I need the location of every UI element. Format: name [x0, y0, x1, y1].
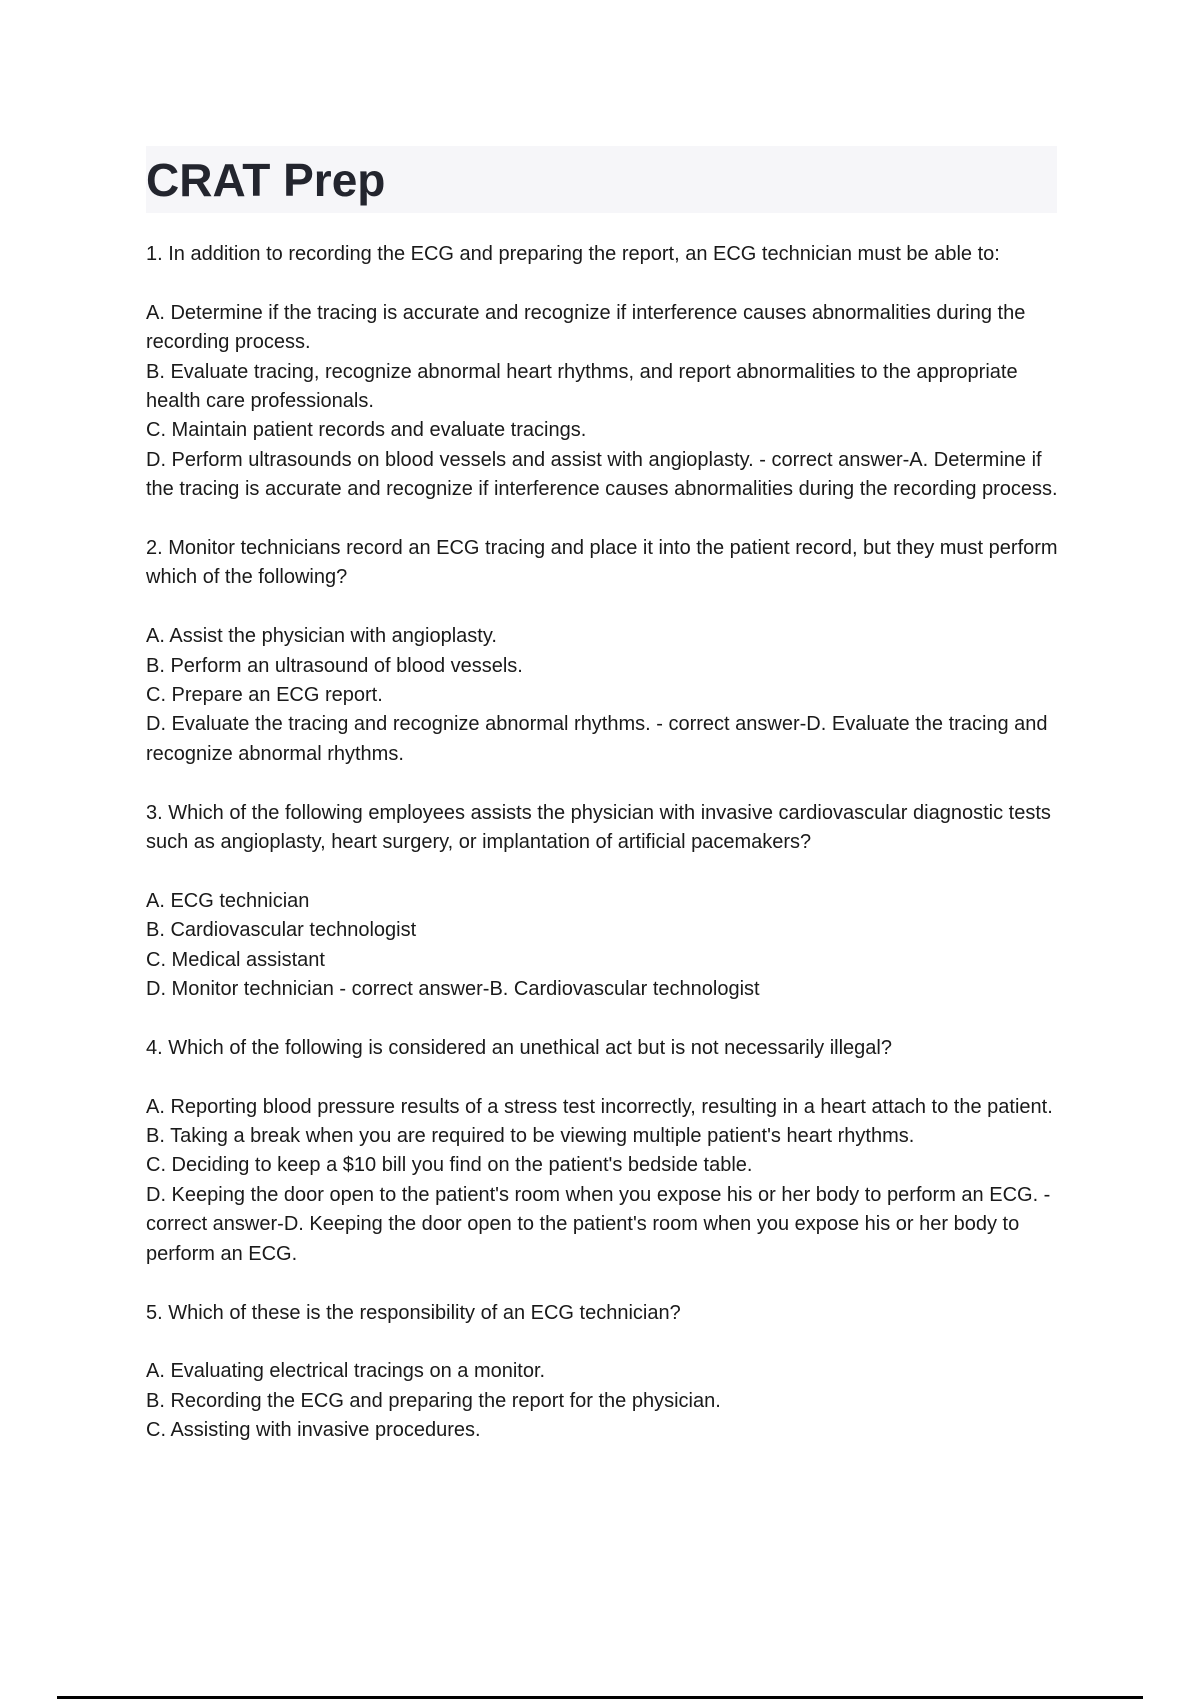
answer-option: D. Evaluate the tracing and recognize abnormal rhythms. - correct answer-D. Evaluate the tracing and recognize abnormal rhythms. [146, 713, 1048, 765]
answer-option: C. Assisting with invasive procedures. [146, 1419, 481, 1442]
question-stem: 3. Which of the following employees assists the physician with invasive cardiovascular diagnostic tests such as angioplasty, heart surgery, or implantation of artificial pacemakers? [146, 801, 1051, 854]
answer-option: B. Taking a break when you are required to be viewing multiple patient's heart rhythms. [146, 1125, 915, 1148]
answer-option: B. Perform an ultrasound of blood vessels. [146, 654, 523, 677]
answer-option: C. Maintain patient records and evaluate tracings. [146, 419, 587, 442]
page-footer-divider [57, 1696, 1143, 1699]
answer-option: A. Determine if the tracing is accurate and recognize if interference causes abnormalities during the recording process. [146, 301, 1026, 354]
answer-option: C. Medical assistant [146, 948, 325, 971]
answer-option: D. Perform ultrasounds on blood vessels and assist with angioplasty. - correct answer-A. Determine if the tracing is accurate and recognize if interference causes abnormalities during the recording process. [146, 448, 1058, 501]
question-3 [146, 799, 1066, 1005]
answer-option: C. Deciding to keep a $10 bill you find on the patient's bedside table. [146, 1154, 753, 1177]
answer-option: B. Evaluate tracing, recognize abnormal heart rhythms, and report abnormalities to the appropriate health care professionals. [146, 360, 1018, 413]
answer-option: A. Assist the physician with angioplasty. [146, 625, 497, 648]
question-stem: 4. Which of the following is considered an unethical act but is not necessarily illegal? [146, 1036, 892, 1059]
answer-option: A. ECG technician [146, 889, 310, 912]
question-stem: 2. Monitor technicians record an ECG tracing and place it into the patient record, but they must perform which of the following? [146, 537, 1058, 589]
answer-option: A. Evaluating electrical tracings on a monitor. [146, 1360, 546, 1383]
question-list [146, 240, 1066, 1475]
question-5 [146, 1299, 1066, 1446]
answer-option: B. Recording the ECG and preparing the report for the physician. [146, 1389, 721, 1412]
answer-option: A. Reporting blood pressure results of a stress test incorrectly, resulting in a heart attach to the patient. [146, 1095, 1053, 1118]
answer-option: D. Monitor technician - correct answer-B. Cardiovascular technologist [146, 978, 760, 1001]
document-title: CRAT Prep [146, 154, 386, 206]
answer-option: C. Prepare an ECG report. [146, 684, 383, 707]
answer-option: B. Cardiovascular technologist [146, 919, 417, 942]
question-4 [146, 1034, 1066, 1269]
question-1 [146, 240, 1066, 505]
answer-option: D. Keeping the door open to the patient's room when you expose his or her body to perform an ECG. - correct answer-D. Keeping the door open to the patient's room when you expose his or her body to perform an ECG. [146, 1183, 1051, 1265]
question-stem: 5. Which of these is the responsibility of an ECG technician? [146, 1301, 681, 1324]
title-banner [146, 146, 1057, 213]
question-2 [146, 534, 1066, 769]
question-stem: 1. In addition to recording the ECG and preparing the report, an ECG technician must be able to: [146, 243, 1000, 265]
